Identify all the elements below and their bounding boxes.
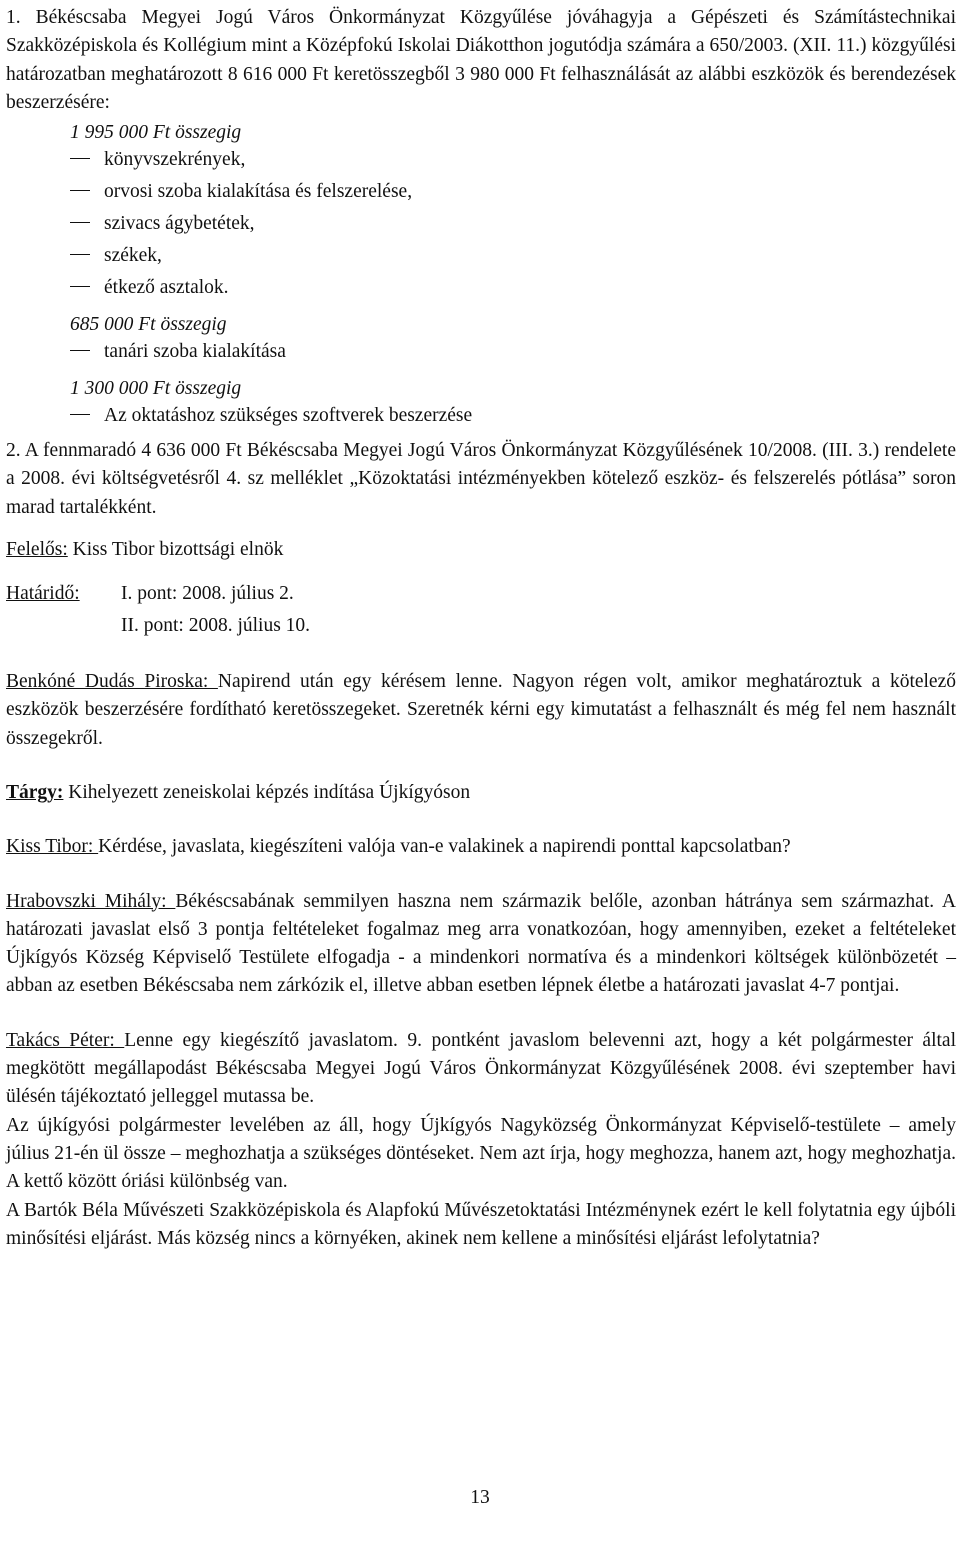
budget-group-1 (6, 117, 956, 309)
group-header: 685 000 Ft összegig (70, 314, 227, 336)
dash-bullet-icon (70, 350, 90, 352)
list-item: tanári szoba kialakítása (70, 341, 956, 373)
list-item: könyvszekrények, (70, 149, 956, 181)
deadline-value: II. pont: 2008. július 10. (121, 615, 311, 637)
subject-label: Tárgy: (6, 781, 64, 803)
speaker-name: Kiss Tibor: (6, 836, 99, 858)
paragraph-resolution-1: 1. Békéscsaba Megyei Jogú Város Önkormányzat Közgyűlése jóváhagyja a Gépészeti és Számítástechnikai Szakközépiskola és Kollégium mint a Középfokú Iskolai Diákotthon jogutódja számára a 650/2003. (XII. 11.) közgyűlési határozatban meghatározott 8 616 000 Ft keretösszegből 3 980 000 Ft felhasználását az alábbi eszközök és berendezések beszerzésére: (6, 7, 956, 113)
budget-group-2 (6, 309, 956, 373)
budget-group-3 (6, 373, 956, 437)
speaker-name: Benkóné Dudás Piroska: (6, 671, 218, 693)
responsible-label: Felelős: (6, 539, 68, 561)
page-number: 13 (470, 1487, 490, 1508)
paragraph-resolution-2: 2. A fennmaradó 4 636 000 Ft Békéscsaba Megyei Jogú Város Önkormányzat Közgyűlésének 10/2008. (III. 3.) rendelete a 2008. évi költségvetésről 4. sz melléklet „Közoktatási intézményekben kötelező eszköz- és felszerelés pótlása” soron marad tartalékként. (6, 440, 956, 518)
responsible-value: Kiss Tibor bizottsági elnök (67, 539, 284, 561)
document-page (6, 4, 956, 1253)
dash-bullet-icon (70, 222, 90, 224)
subject-line (6, 779, 956, 807)
list-item: székek, (70, 245, 956, 277)
dash-bullet-icon (70, 190, 90, 192)
paragraph-ujkigyos: Az újkígyósi polgármester levelében az áll, hogy Újkígyós Nagyközség Önkormányzat Képviselő-testülete – amely július 21-én ül össze – meghozhatja a szükséges döntéseket. Nem azt írja, hogy meghozza, hanem azt, hogy meghozhatja. A kettő között óriási különbség van. (6, 1114, 956, 1193)
speaker-name: Takács Péter: (6, 1029, 125, 1051)
dash-bullet-icon (70, 158, 90, 160)
speaker-name: Hrabovszki Mihály: (6, 890, 176, 912)
speech-takacs: Takács Péter: Lenne egy kiegészítő javaslatom. 9. pontként javaslom belevenni azt, hogy a két polgármester által megkötött megállapodást Békéscsaba Megyei Jogú Város Önkormányzat Közgyűlésének 2008. évi szeptember havi ülésén tájékoztató jelleggel mutassa be. (6, 1029, 956, 1108)
group-header: 1 995 000 Ft összegig (70, 122, 242, 144)
deadline-value: I. pont: 2008. július 2. (121, 583, 294, 605)
speech-benkone: Benkóné Dudás Piroska: Napirend után egy kérésem lenne. Nagyon régen volt, amikor meghatároztuk a kötelező eszközök beszerzésére fordítható keretösszegeket. Szeretnék kérni egy kimutatást a felhasznált és még fel nem használt összegekről. (6, 671, 956, 749)
speech-hrabovszki: Hrabovszki Mihály: Békéscsabának semmilyen haszna nem származik belőle, azonban hátránya sem származhat. A határozati javaslat első 3 pontja feltételeket fogalmaz meg arra vonatkozóan, hogy amennyiben, ezeket a feltételeket Újkígyós Község Képviselő Testülete elfogadja - a mindenkori normatíva és a mindenkori költségek különbözetét – abban az esetben Békéscsaba nem zárkózik el, illetve abban esetben lépnek életbe a határozati javaslat 4-7 pontjai. (6, 890, 956, 997)
dash-bullet-icon (70, 414, 90, 416)
speech-kiss: Kiss Tibor: Kérdése, javaslata, kiegészíteni valója van-e valakinek a napirendi ponttal kapcsolatban? (6, 836, 791, 858)
list-item: szivacs ágybetétek, (70, 213, 956, 245)
group-header: 1 300 000 Ft összegig (70, 378, 242, 400)
subject-value: Kihelyezett zeneiskolai képzés indítása Újkígyóson (63, 781, 471, 803)
list-item: Az oktatáshoz szükséges szoftverek beszerzése (70, 405, 956, 437)
list-item: orvosi szoba kialakítása és felszerelése, (70, 181, 956, 213)
paragraph-bartok: A Bartók Béla Művészeti Szakközépiskola és Alapfokú Művészetoktatási Intézménynek ezért le kell folytatnia egy újbóli minősítési eljárást. Más község nincs a környéken, akinek nem kellene a minősítési eljárást lefolytatnia? (6, 1199, 956, 1249)
deadline-label: Határidő: (6, 583, 80, 605)
responsible-line (6, 534, 956, 566)
list-item: étkező asztalok. (70, 277, 956, 309)
dash-bullet-icon (70, 254, 90, 256)
deadline-block (6, 578, 956, 642)
dash-bullet-icon (70, 286, 90, 288)
